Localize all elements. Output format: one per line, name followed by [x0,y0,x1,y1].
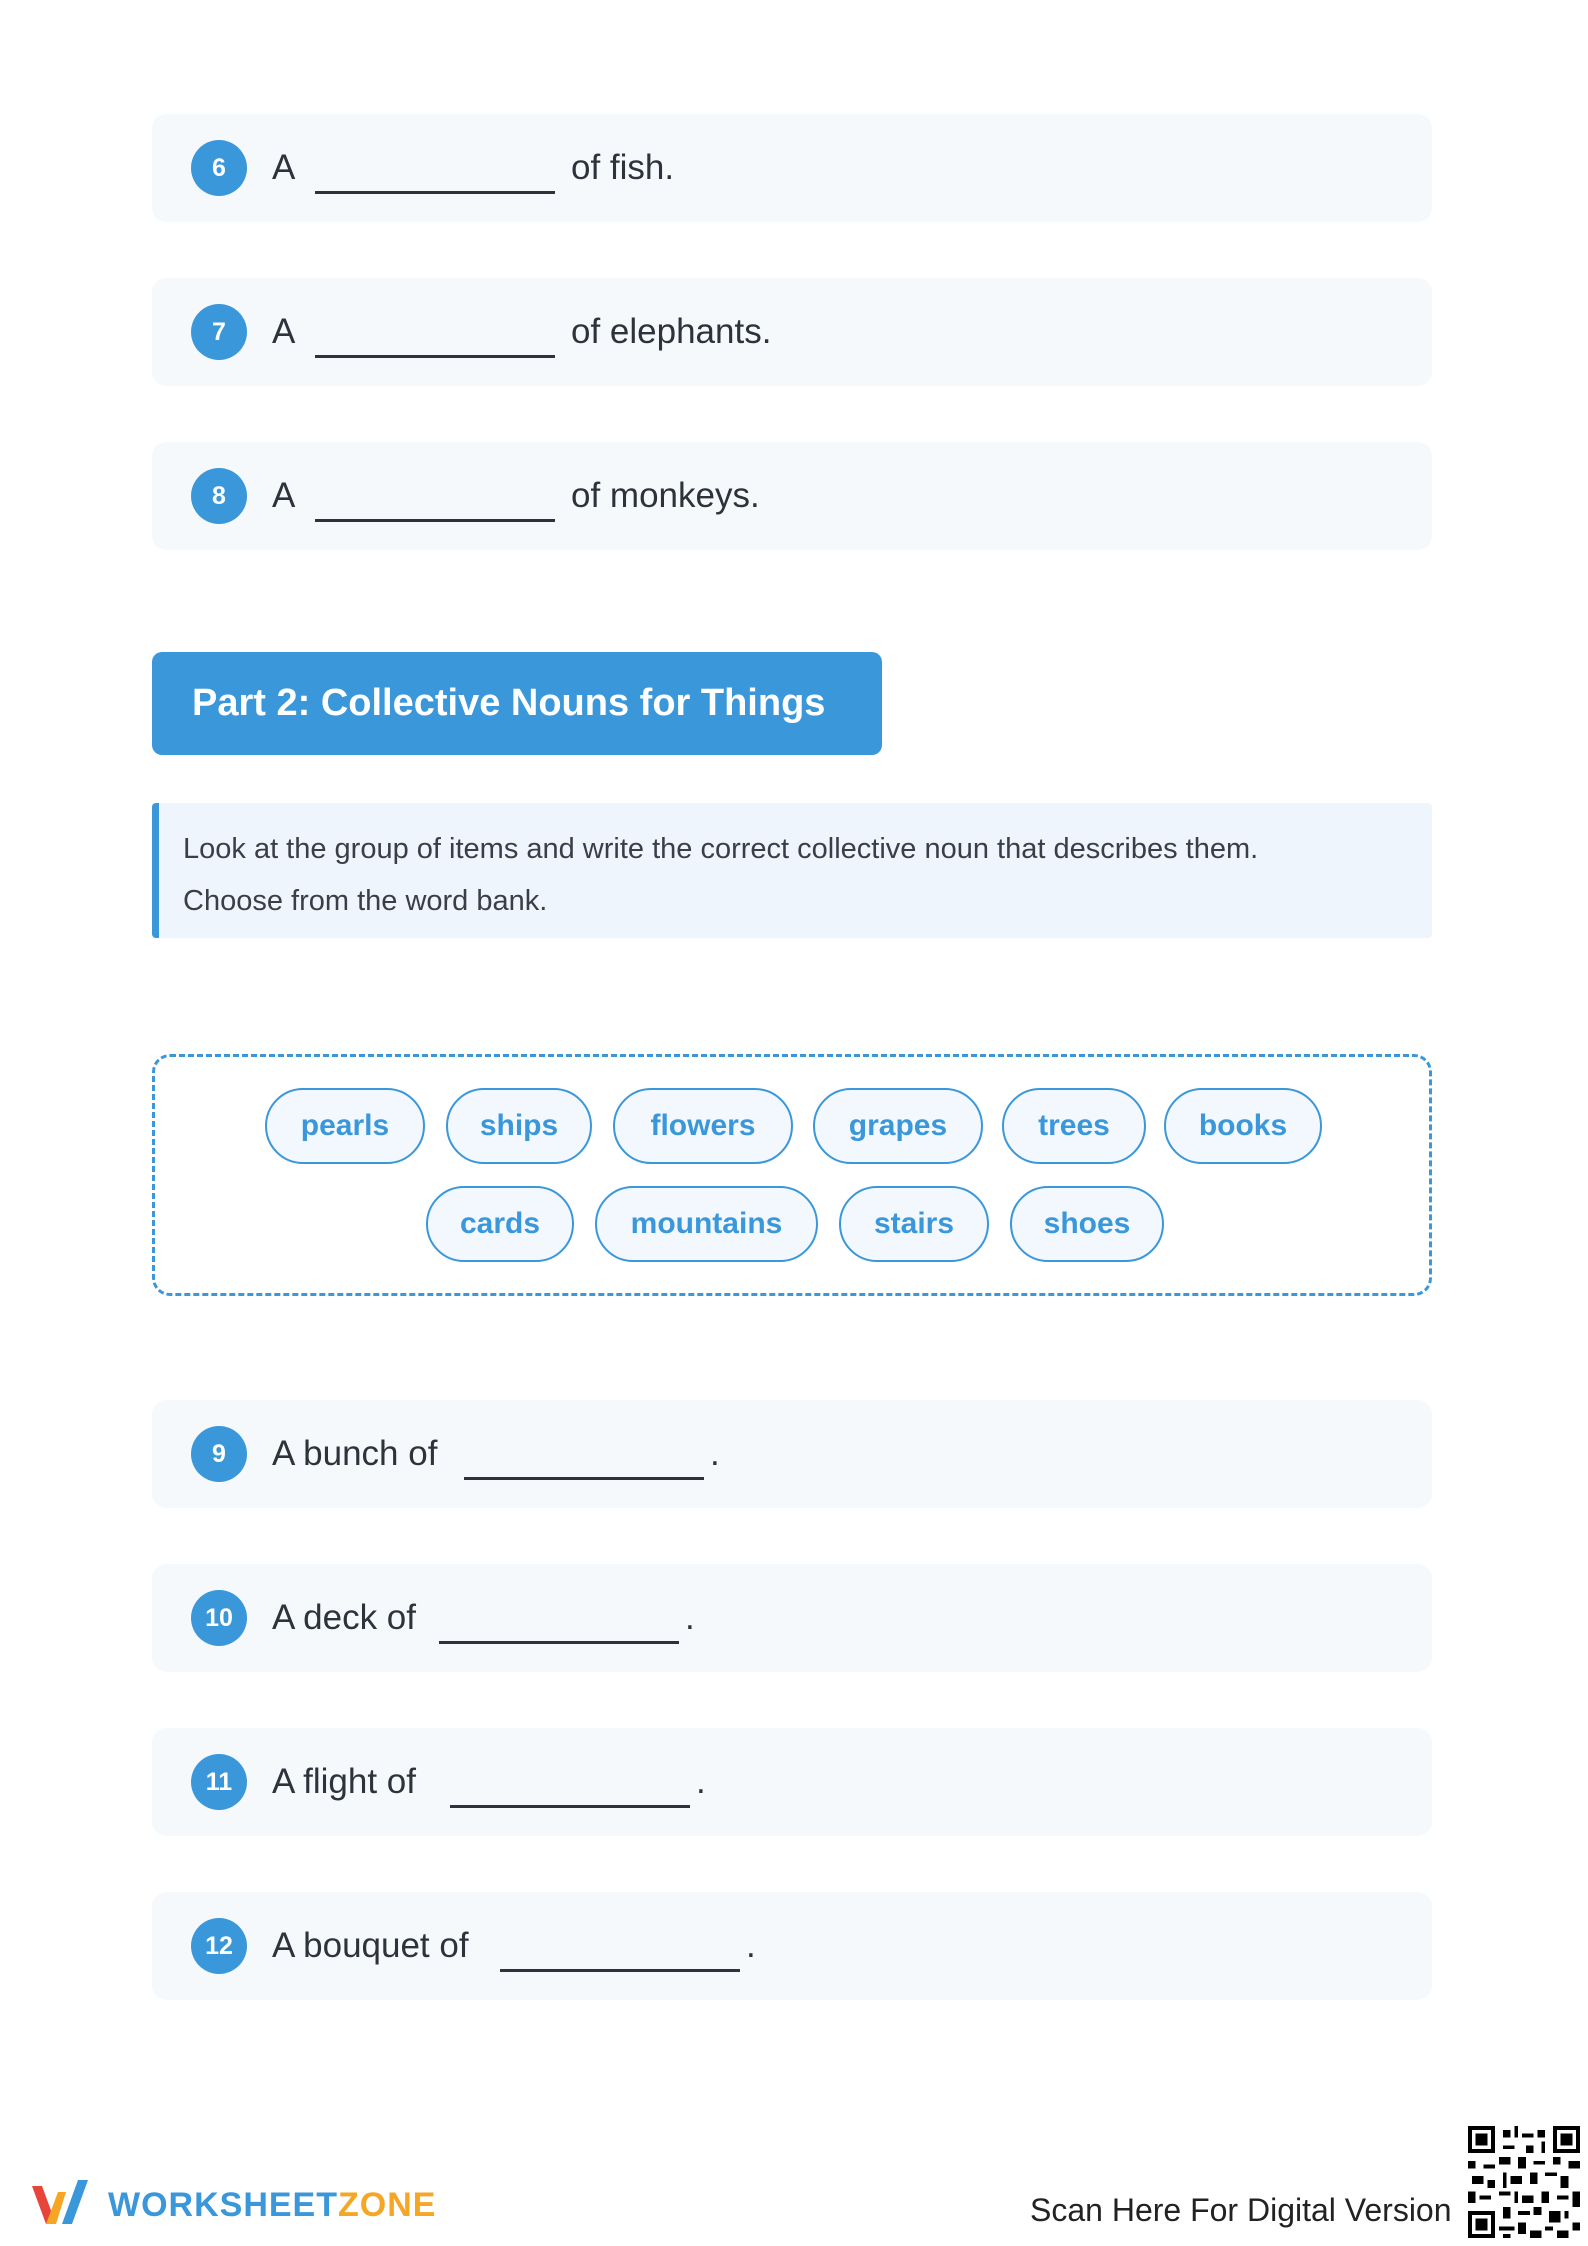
question-prefix: A flight of [272,1762,416,1801]
answer-blank[interactable] [464,1477,704,1480]
question-suffix: of monkeys. [571,476,760,515]
question-prefix: A [272,312,296,351]
word-chip-cards[interactable]: cards [426,1186,574,1262]
question-number: 6 [191,140,247,196]
question-number: 12 [191,1918,247,1974]
brand-name-part1: WORKSHEET [108,2186,338,2224]
question-prefix: A [272,476,296,515]
question-suffix: . [710,1434,720,1473]
instruction-line2: Choose from the word bank. [183,885,548,917]
question-number: 10 [191,1590,247,1646]
question-number: 11 [191,1754,247,1810]
question-suffix: . [696,1762,706,1801]
word-chip-ships[interactable]: ships [446,1088,592,1164]
question-row-11 [152,1728,1432,1836]
word-chip-trees[interactable]: trees [1002,1088,1146,1164]
question-prefix: A [272,148,296,187]
instruction-line1: Look at the group of items and write the correct collective noun that describes them. [183,833,1259,865]
question-suffix: of fish. [571,148,675,187]
question-suffix: . [746,1926,756,1965]
scan-text: Scan Here For Digital Version [1030,2192,1452,2228]
question-number: 7 [191,304,247,360]
word-bank [152,1054,1432,1296]
question-prefix: A bouquet of [272,1926,469,1965]
question-prefix: A deck of [272,1598,416,1637]
question-number: 8 [191,468,247,524]
question-row-6 [152,114,1432,222]
question-row-9 [152,1400,1432,1508]
brand-name [108,2183,436,2227]
answer-blank[interactable] [315,191,555,194]
question-row-7 [152,278,1432,386]
question-suffix: of elephants. [571,312,772,351]
instruction-box [152,803,1432,938]
brand-name-part2: ZONE [338,2186,437,2224]
question-prefix: A bunch of [272,1434,438,1473]
word-chip-flowers[interactable]: flowers [613,1088,793,1164]
part2-title: Part 2: Collective Nouns for Things [152,652,882,755]
answer-blank[interactable] [315,519,555,522]
answer-blank[interactable] [500,1969,740,1972]
qr-code-icon[interactable] [1468,2126,1580,2238]
question-row-10 [152,1564,1432,1672]
answer-blank[interactable] [439,1641,679,1644]
word-chip-stairs[interactable]: stairs [839,1186,989,1262]
question-suffix: . [685,1598,695,1637]
question-number: 9 [191,1426,247,1482]
answer-blank[interactable] [315,355,555,358]
question-row-8 [152,442,1432,550]
word-chip-mountains[interactable]: mountains [595,1186,818,1262]
worksheetzone-logo-icon [28,2176,98,2232]
word-chip-books[interactable]: books [1164,1088,1322,1164]
word-chip-pearls[interactable]: pearls [265,1088,425,1164]
answer-blank[interactable] [450,1805,690,1808]
question-row-12 [152,1892,1432,2000]
word-chip-shoes[interactable]: shoes [1010,1186,1164,1262]
word-chip-grapes[interactable]: grapes [813,1088,983,1164]
